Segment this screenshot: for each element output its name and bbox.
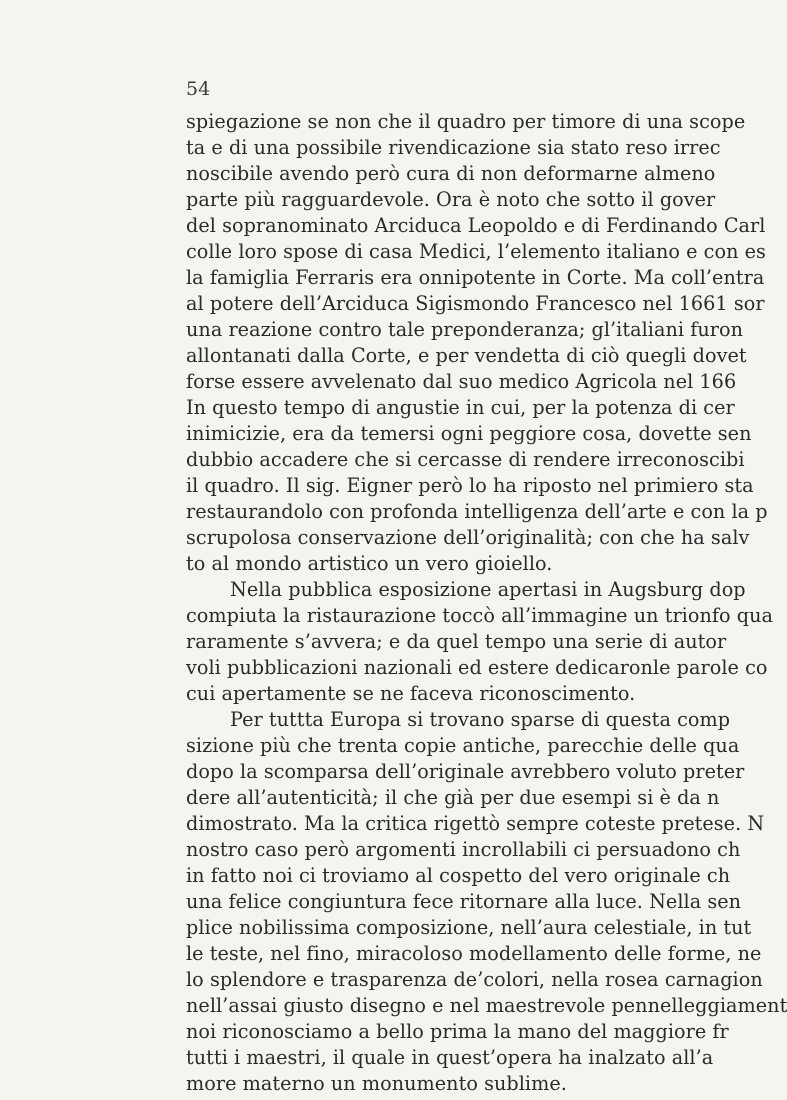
text-line: Nella pubblica esposizione apertasi in Augsburg dop [230,578,746,601]
text-line: noi riconosciamo a bello prima la mano del maggiore fr [186,1020,729,1043]
text-line: parte più ragguardevole. Ora è noto che sotto il gover [186,188,716,211]
text-line: dimostrato. Ma la critica rigettò sempre coteste pretese. N [186,812,765,835]
text-line: plice nobilissima composizione, nell’aura celestiale, in tut [186,916,752,939]
text-line: raramente s’avvera; e da quel tempo una serie di autor [186,630,727,653]
text-line: more materno un monumento sublime. [186,1072,567,1095]
text-line: colle loro spose di casa Medici, l’elemento italiano e con es [186,240,766,263]
text-line: in fatto noi ci troviamo al cospetto del vero originale ch [186,864,731,887]
text-line: del sopranominato Arciduca Leopoldo e di Ferdinando Carl [186,214,766,237]
text-line: compiuta la ristaurazione toccò all’immagine un trionfo qua [186,604,774,627]
text-line: nostro caso però argomenti incrollabili ci persuadono ch [186,838,741,861]
text-line: dubbio accadere che si cercasse di rendere irreconoscibi [186,448,745,471]
text-line: spiegazione se non che il quadro per timore di una scope [186,110,746,133]
text-line: restaurandolo con profonda intelligenza dell’arte e con la p [186,500,768,523]
text-line: to al mondo artistico un vero gioiello. [186,552,553,575]
text-line: dopo la scomparsa dell’originale avrebbero voluto preter [186,760,745,783]
text-line: dere all’autenticità; il che già per due esempi si è da n [186,786,720,809]
text-line: allontanati dalla Corte, e per vendetta di ciò quegli dovet [186,344,747,367]
text-line: una reazione contro tale preponderanza; gl’italiani furon [186,318,743,341]
page-number: 54 [186,78,211,100]
text-line: Per tuttta Europa si trovano sparse di questa comp [230,708,731,731]
text-line: inimicizie, era da temersi ogni peggiore cosa, dovette sen [186,422,752,445]
text-line: ta e di una possibile rivendicazione sia stato reso irrec [186,136,721,159]
text-line: lo splendore e trasparenza de’colori, nella rosea carnagion [186,968,763,991]
text-line: noscibile avendo però cura di non deformarne almeno [186,162,716,185]
text-line: tutti i maestri, il quale in quest’opera ha inalzato all’a [186,1046,714,1069]
text-line: una felice congiuntura fece ritornare alla luce. Nella sen [186,890,742,913]
text-line: le teste, nel fino, miracoloso modellamento delle forme, ne [186,942,762,965]
text-line: In questo tempo di angustie in cui, per la potenza di cer [186,396,735,419]
text-line: sizione più che trenta copie antiche, parecchie delle qua [186,734,740,757]
text-line: nell’assai giusto disegno e nel maestrevole pennelleggiament [186,994,787,1017]
text-line: la famiglia Ferraris era onnipotente in Corte. Ma coll’entra [186,266,765,289]
text-line: cui apertamente se ne faceva riconoscimento. [186,682,636,705]
text-line: voli pubblicazioni nazionali ed estere dedicaronle parole co [186,656,768,679]
text-line: al potere dell’Arciduca Sigismondo Francesco nel 1661 sor [186,292,765,315]
text-line: il quadro. Il sig. Eigner però lo ha riposto nel primiero sta [186,474,754,497]
text-line: forse essere avvelenato dal suo medico Agricola nel 166 [186,370,737,393]
text-line: scrupolosa conservazione dell’originalità; con che ha salv [186,526,750,549]
